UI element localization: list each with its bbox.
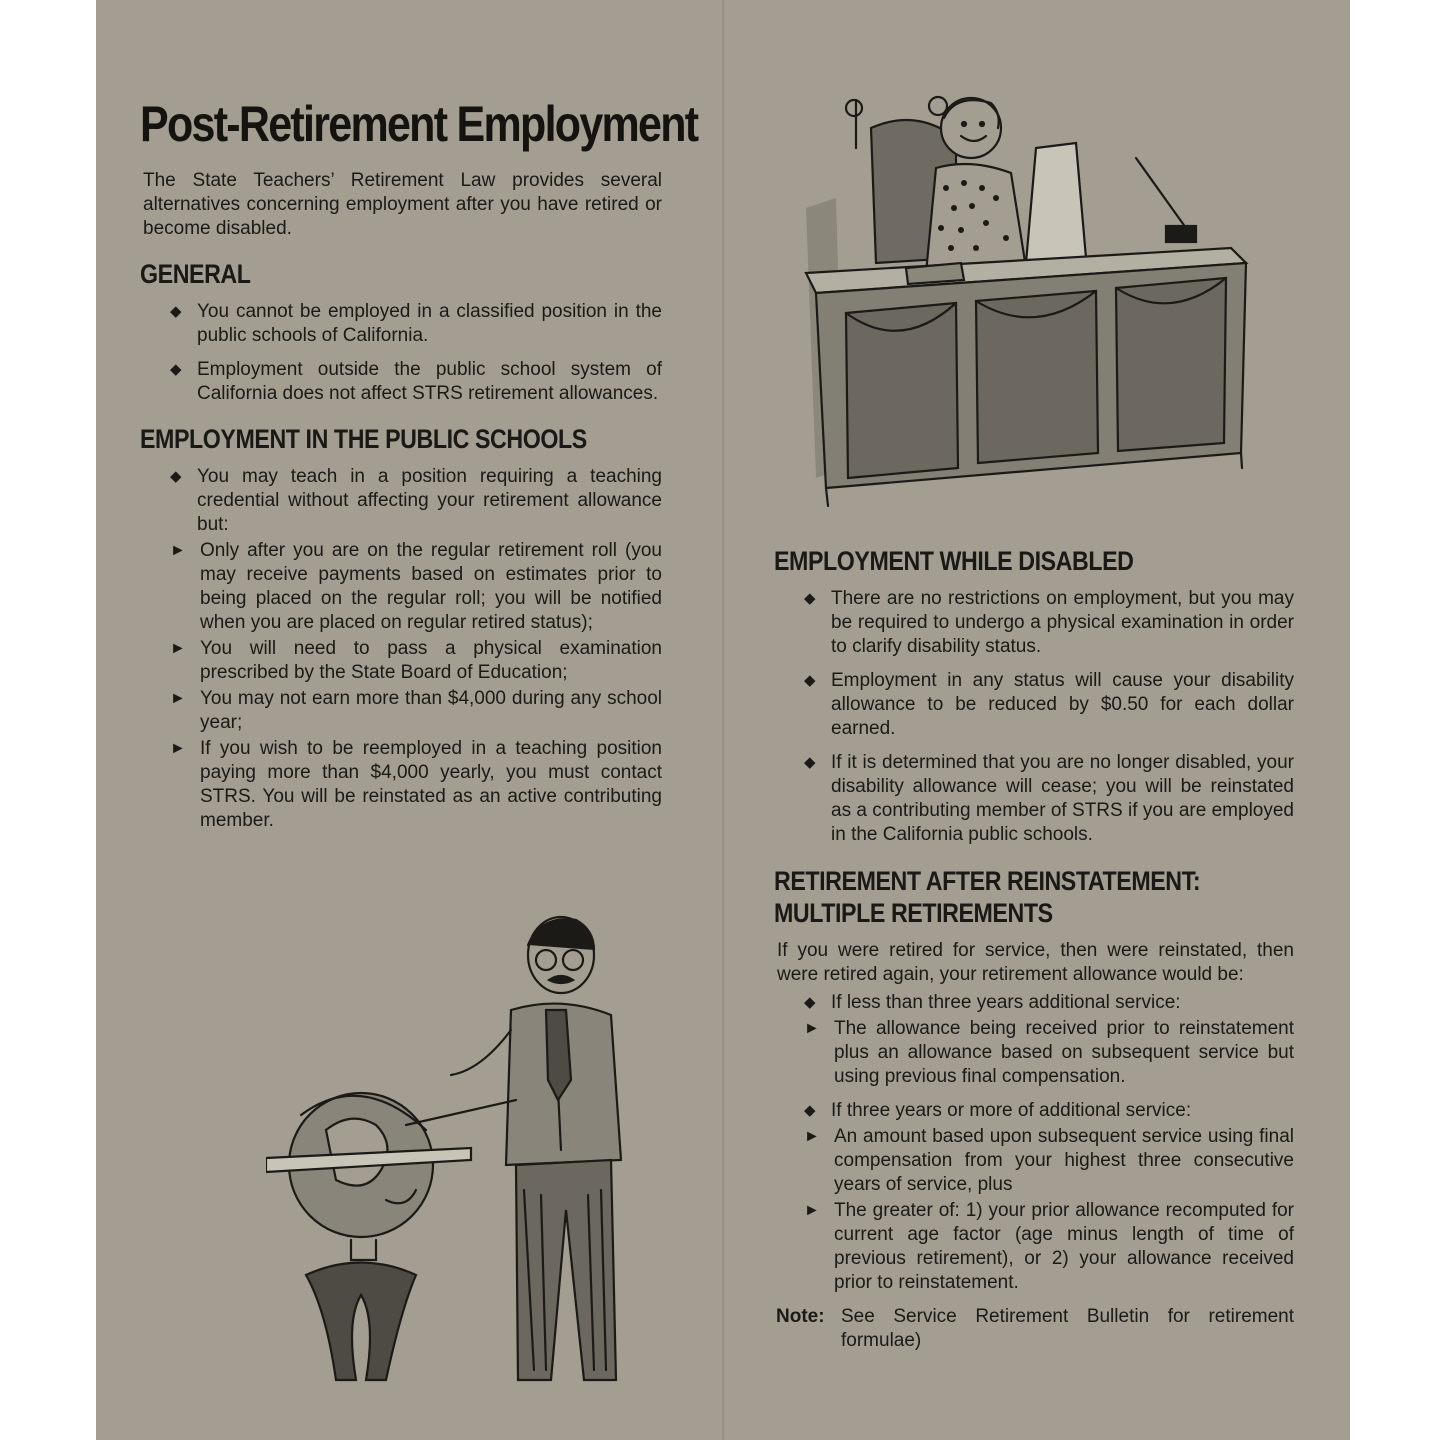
diamond-bullet-icon: ◆ <box>804 672 816 689</box>
sub-item: ► An amount based upon subsequent service using final compensation from your highest three consecutive years of service, plus <box>804 1126 1294 1195</box>
right-column <box>774 528 1294 1353</box>
triangle-pointer-icon: ► <box>170 542 186 559</box>
diamond-bullet-icon: ◆ <box>804 1102 816 1119</box>
triangle-pointer-icon: ► <box>804 1128 820 1145</box>
triangle-pointer-icon: ► <box>170 740 186 757</box>
sub-item: ► The allowance being received prior to reinstatement plus an allowance based on subsequent service but using previous final compensation. <box>804 1018 1294 1087</box>
list-item: ◆ You cannot be employed in a classified position in the public schools of California. <box>170 301 662 346</box>
sub-item: ► Only after you are on the regular retirement roll (you may receive payments based on estimates prior to being placed on the regular roll; you will be notified when you are placed on regular retired status); <box>170 540 662 633</box>
sub-list <box>170 539 662 833</box>
woman-at-desk-illustration <box>786 88 1256 508</box>
disabled-list <box>774 587 1294 847</box>
diamond-bullet-icon: ◆ <box>170 468 182 485</box>
diamond-bullet-icon: ◆ <box>170 303 182 320</box>
note <box>774 1305 1294 1353</box>
list-item: ◆ Employment in any status will cause your disability allowance to be reduced by $0.50 for each dollar earned. <box>804 670 1294 739</box>
list-item: ◆ If three years or more of additional service: ► An amount based upon subsequent service using final compensation from your highest three consecutive years of service, plus ► The greater of: 1) your prior allowance recomputed for current age factor (age minus length of time of previous retirement), or 2) your allowance received prior to reinstatement. <box>804 1100 1294 1293</box>
sub-item: ► You will need to pass a physical examination prescribed by the State Board of Education; <box>170 638 662 683</box>
brochure-sheet <box>96 0 1350 1440</box>
triangle-pointer-icon: ► <box>170 640 186 657</box>
man-with-globe-illustration <box>266 910 666 1390</box>
list-item: ◆ If it is determined that you are no longer disabled, your disability allowance will cease; you will be reinstated as a contributing member of STRS if you are employed in the California public schools. <box>804 752 1294 845</box>
public-schools-list <box>140 465 662 833</box>
list-item: ◆ There are no restrictions on employment, but you may be required to undergo a physical examination in order to clarify disability status. <box>804 588 1294 657</box>
diamond-bullet-icon: ◆ <box>804 994 816 1011</box>
diamond-bullet-icon: ◆ <box>170 361 182 378</box>
page-title: Post-Retirement Employment <box>140 96 698 152</box>
triangle-pointer-icon: ► <box>804 1202 820 1219</box>
sub-item: ► The greater of: 1) your prior allowance recomputed for current age factor (age minus length of time of previous retirement), or 2) your allowance received prior to reinstatement. <box>804 1200 1294 1293</box>
note-label: Note: <box>776 1306 825 1327</box>
intro-paragraph: The State Teachers’ Retirement Law provides several alternatives concerning employment after you have retired or become disabled. <box>143 170 662 239</box>
public-schools-heading: EMPLOYMENT IN THE PUBLIC SCHOOLS <box>140 424 587 454</box>
triangle-pointer-icon: ► <box>804 1020 820 1037</box>
disabled-heading: EMPLOYMENT WHILE DISABLED <box>774 546 1134 576</box>
sub-list <box>804 1017 1294 1089</box>
fold-line <box>722 0 724 1440</box>
list-item: ◆ You may teach in a position requiring a teaching credential without affecting your retirement allowance but: ► Only after you are on the regular retirement roll (you may receive payments based on estimates prior to being placed on the regular roll; you will be notified when you are placed on regular retired status); ► You will need to pass a physical examination prescribed by the State Board of Education; ► You may not earn more than $4,000 during any school year; ► If you wish to be reemployed in a teaching position paying more than $4,000 yearly, you must contact STRS. You will be reinstated as an active contributing member. <box>170 466 662 831</box>
triangle-pointer-icon: ► <box>170 690 186 707</box>
list-item: ◆ Employment outside the public school system of California does not affect STRS retirement allowances. <box>170 359 662 404</box>
sub-item: ► If you wish to be reemployed in a teaching position paying more than $4,000 yearly, you must contact STRS. You will be reinstated as an active contributing member. <box>170 738 662 831</box>
general-list <box>140 300 662 406</box>
reinstatement-list <box>774 991 1294 1295</box>
list-item: ◆ If less than three years additional service: ► The allowance being received prior to reinstatement plus an allowance based on subsequent service but using previous final compensation. <box>804 992 1294 1087</box>
sub-list <box>804 1125 1294 1295</box>
note-text: See Service Retirement Bulletin for retirement formulae) <box>841 1306 1294 1351</box>
sub-item: ► You may not earn more than $4,000 during any school year; <box>170 688 662 733</box>
reinstatement-heading: RETIREMENT AFTER REINSTATEMENT: MULTIPLE RETIREMENTS <box>774 866 1201 928</box>
diamond-bullet-icon: ◆ <box>804 754 816 771</box>
left-column <box>140 95 698 843</box>
diamond-bullet-icon: ◆ <box>804 590 816 607</box>
general-heading: GENERAL <box>140 259 251 289</box>
reinstatement-intro: If you were retired for service, then were reinstated, then were retired again, your retirement allowance would be: <box>777 940 1294 985</box>
